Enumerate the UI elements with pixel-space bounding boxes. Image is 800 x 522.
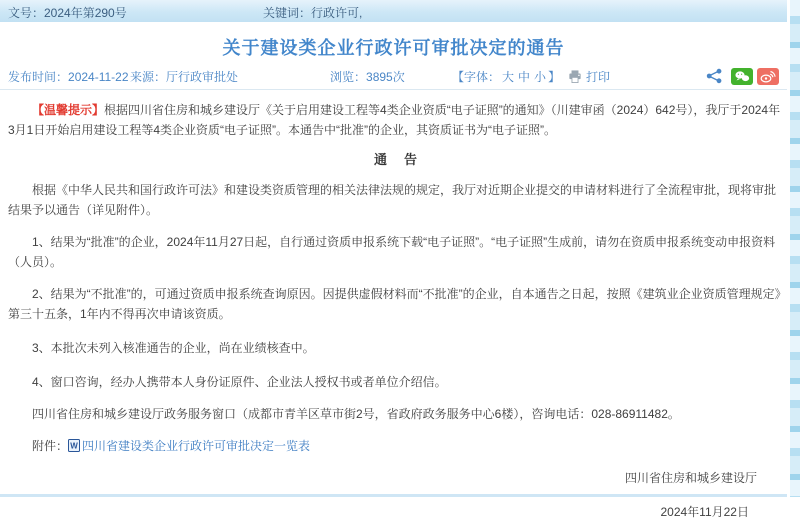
print-button[interactable] [568,68,610,85]
wechat-icon [731,68,753,85]
page-title: 关于建设类企业行政许可审批决定的通告 [222,38,565,58]
source-value: 厅行政审批处 [166,70,239,84]
font-size-large-button[interactable]: 大 [502,70,515,84]
doc-number-value: 2024年第290号 [44,6,127,20]
page-background-strip [787,0,800,497]
font-size-medium-button[interactable]: 中 [518,70,531,84]
weibo-icon [757,68,779,85]
share-button[interactable] [706,68,723,84]
view-count [330,68,405,85]
view-count-value: 3895次 [366,70,405,84]
document-meta-bar [0,0,787,22]
weibo-share-button[interactable] [757,68,779,85]
attachment-row [8,436,785,456]
share-nodes-icon [706,68,723,84]
font-widget-prefix: 【字体： [452,70,501,84]
article-body [8,92,785,522]
warm-tip-paragraph [8,100,785,140]
svg-text:W: W [70,441,78,451]
body-paragraph: 2、结果为“不批准”的，可通过资质申报系统查询原因。因提供虚假材料而“不批准”的企业，自本通告之日起，按照《建筑业企业资质管理规定》第三十五条，1年内不得再次申请该资质。 [8,287,781,321]
body-paragraph: 3、本批次未列入核准通告的企业，尚在业绩核查中。 [32,341,315,355]
source-label: 来源： [130,70,167,84]
attachment-label: 附件： [32,439,69,453]
doc-file-icon [68,439,80,452]
warm-tip-text: 根据四川省住房和城乡建设厅《关于启用建设工程等4类企业资质“电子证照”的通知》（川建审函（2024）642号），我厅于2024年3月1日开始启用建设工程等4类企业资质“电子证照”。本通告中“批准”的企业，其资质证书为“电子证照”。 [8,103,781,137]
publish-time [8,68,129,85]
body-paragraph: 四川省住房和城乡建设厅政务服务窗口（成都市青羊区草市街2号，省政府政务服务中心6楼），咨询电话：028-86911482。 [32,407,680,421]
article-meta-row [0,62,787,89]
source [130,68,238,85]
font-size-widget [452,68,560,85]
signature-org: 四川省住房和城乡建设厅 [624,471,757,485]
wechat-share-button[interactable] [731,68,753,85]
attachment-link[interactable]: 四川省建设类企业行政许可审批决定一览表 [82,439,311,453]
body-paragraph: 根据《中华人民共和国行政许可法》和建设类资质管理的相关法律法规的规定，我厅对近期企业提交的申请材料进行了全流程审批，现将审批结果予以通告（详见附件）。 [8,183,777,217]
view-count-label: 浏览： [330,70,367,84]
meta-divider [0,89,787,90]
signature-date: 2024年11月22日 [660,505,749,519]
section-heading: 通 告 [373,152,419,167]
publish-time-label: 发布时间： [8,70,69,84]
keywords-label: 关键词： [263,6,312,20]
font-size-small-button[interactable]: 小 [534,70,547,84]
body-paragraph: 1、结果为“批准”的企业，2024年11月27日起，自行通过资质申报系统下载“电子证照”。“电子证照”生成前，请勿在资质申报系统变动申报资料（人员）。 [8,235,776,269]
keywords-value: 行政许可, [311,6,363,20]
body-paragraph: 4、窗口咨询，经办人携带本人身份证原件、企业法人授权书或者单位介绍信。 [32,375,447,389]
print-label: 打印 [586,70,611,84]
bottom-edge-strip [0,494,787,497]
doc-number-label: 文号： [8,6,45,20]
publish-time-value: 2024-11-22 [68,70,129,84]
printer-icon [568,70,582,83]
font-widget-suffix: 】 [548,70,561,84]
warm-tip-prefix: 【温馨提示】 [32,103,105,117]
